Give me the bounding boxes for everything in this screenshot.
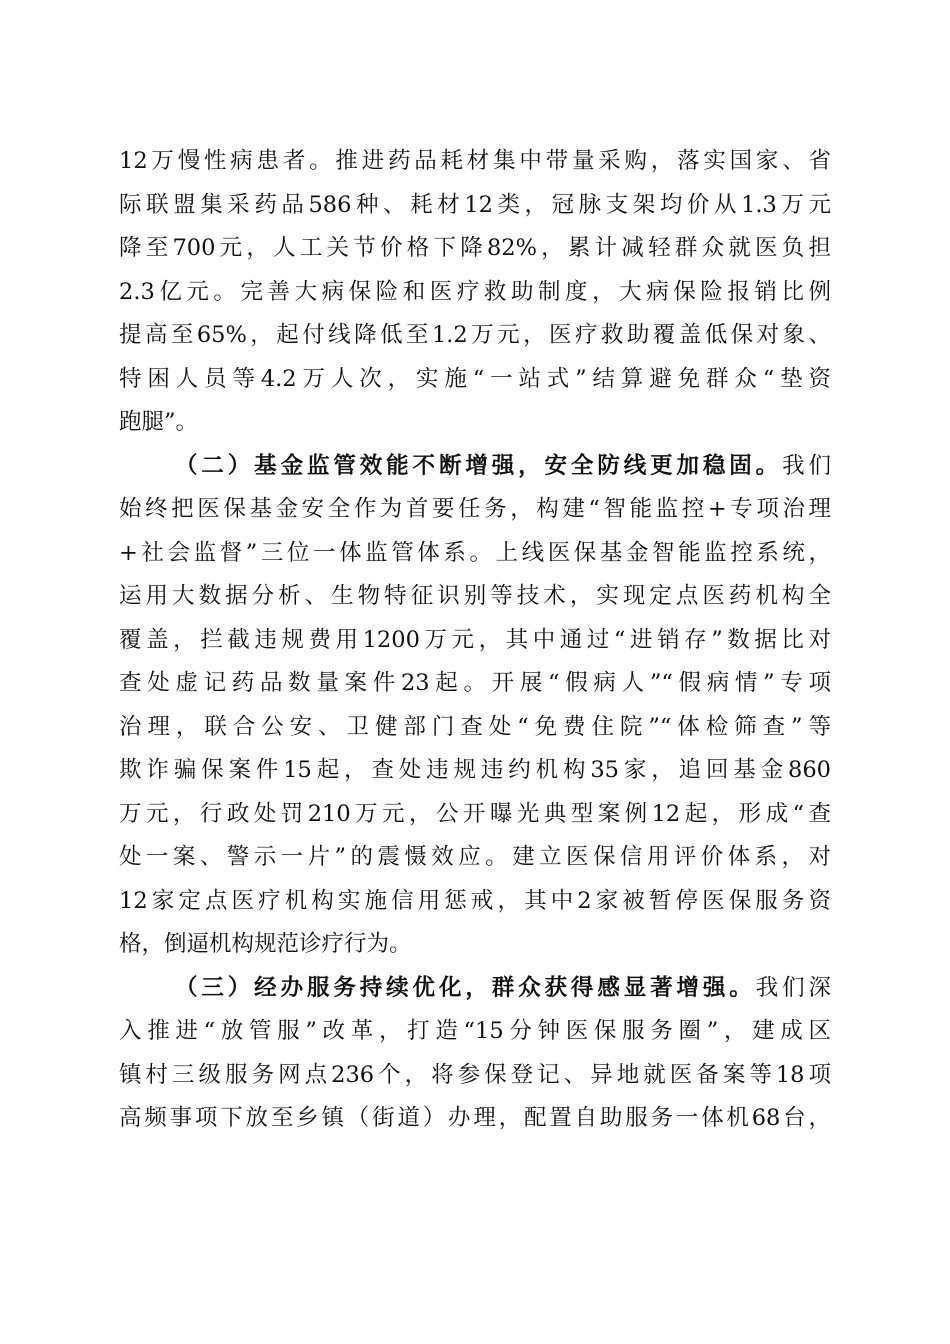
text-line: 查处虚记药品数量案件23起。开展“假病人”“假病情”专项: [119, 670, 831, 696]
text-line: 万元，行政处罚210万元，公开曝光典型案例12起，形成“查: [119, 800, 831, 827]
text-line: 12万慢性病患者。推进药品耗材集中带量采购，落实国家、省: [119, 148, 831, 174]
paragraph-first-line: [119, 445, 831, 489]
text-line: 格，倒逼机构规范诊疗行为。: [119, 931, 412, 957]
text-line: 处一案、警示一片”的震慑效应。建立医保信用评价体系，对: [119, 844, 831, 870]
text-line: 2.3亿元。完善大病保险和医疗救助制度，大病保险报销比例: [119, 278, 831, 305]
paragraph-first-line: [119, 967, 831, 1011]
text-line: 欺诈骗保案件15起，查处违规违约机构35家，追回基金860: [119, 757, 831, 783]
section-heading: （二）基金监管效能不断增强，安全防线更加稳固。: [175, 452, 783, 479]
text-line: 降至700元，人工关节价格下降82%，累计减轻群众就医负担: [119, 235, 831, 261]
text-line: 镇村三级服务网点236个，将参保登记、异地就医备案等18项: [119, 1061, 831, 1088]
text-line: 跑腿”。: [119, 409, 199, 435]
text-span: 我们: [782, 452, 831, 479]
text-line: 运用大数据分析、生物特征识别等技术，实现定点医药机构全: [119, 583, 831, 609]
paragraph-3: [119, 967, 831, 1141]
section-heading: （三）经办服务持续优化，群众获得感显著增强。: [175, 974, 756, 1001]
text-line: 入推进“放管服”改革，打造“15分钟医保服务圈”，建成区: [119, 1018, 831, 1044]
text-line: 特困人员等4.2万人次，实施“一站式”结算避免群众“垫资: [119, 365, 831, 392]
text-span: 我们深: [755, 974, 831, 1001]
text-line: +社会监督”三位一体监管体系。上线医保基金智能监控系统，: [119, 539, 831, 566]
document-body: [119, 140, 831, 1141]
text-line: 12家定点医疗机构实施信用惩戒，其中2家被暂停医保服务资: [119, 887, 831, 914]
text-line: 始终把医保基金安全作为首要任务，构建“智能监控+专项治理: [119, 496, 831, 522]
text-line: 覆盖，拦截违规费用1200万元，其中通过“进销存”数据比对: [119, 626, 831, 653]
text-line: 治理，联合公安、卫健部门查处“免费住院”“体检筛查”等: [119, 713, 831, 740]
text-line: 际联盟集采药品586种、耗材12类，冠脉支架均价从1.3万元: [119, 191, 831, 218]
paragraph-2: [119, 445, 831, 967]
paragraph-1: [119, 140, 831, 445]
text-line: 提高至65%，起付线降低至1.2万元，医疗救助覆盖低保对象、: [119, 322, 831, 348]
text-line: 高频事项下放至乡镇（街道）办理，配置自助服务一体机68台，: [119, 1105, 831, 1131]
